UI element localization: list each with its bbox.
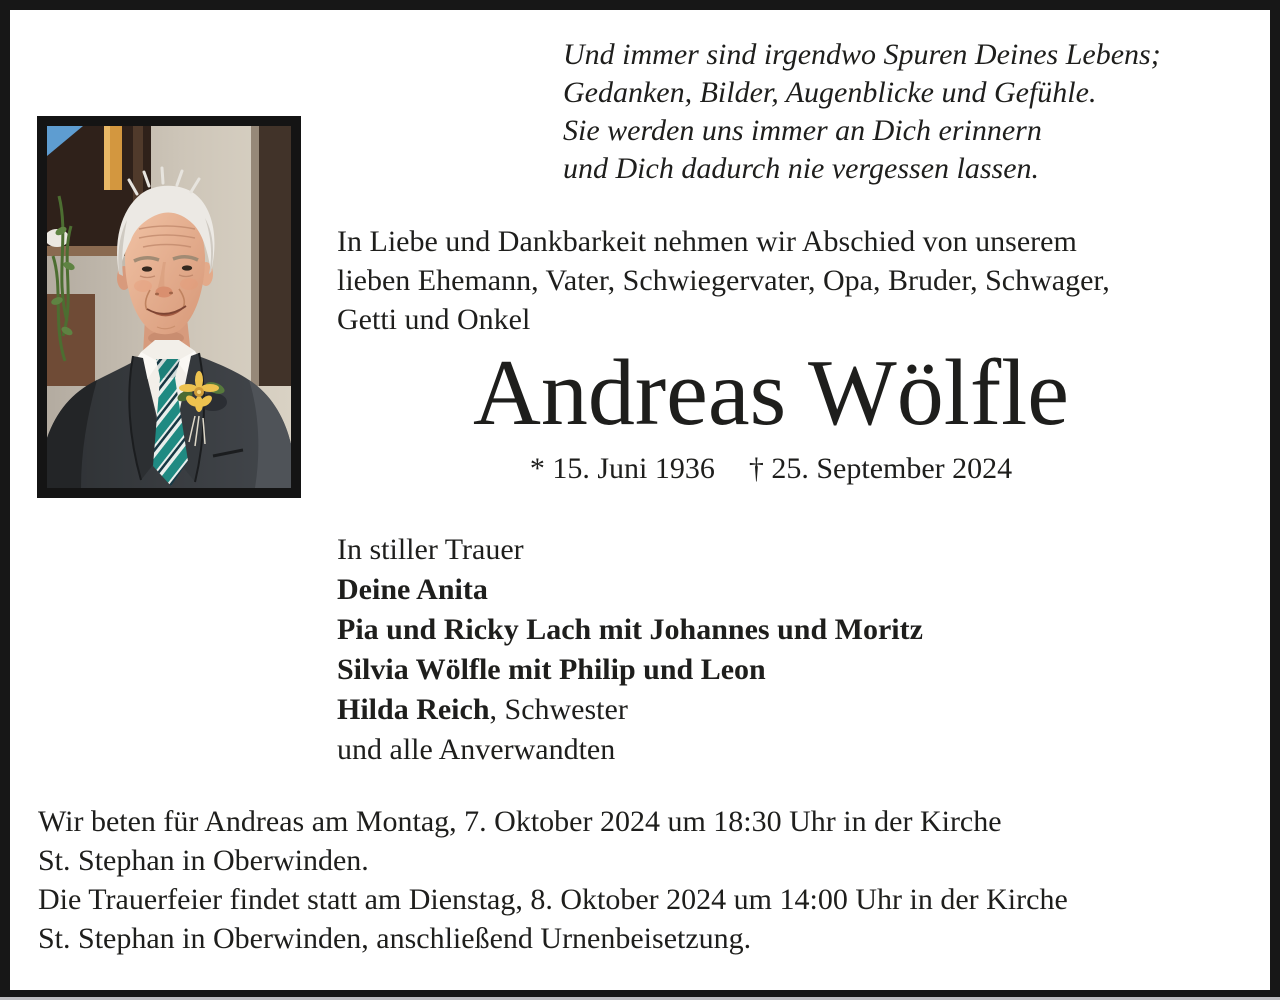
farewell-intro — [337, 222, 1110, 339]
mourners-heading: In stiller Trauer — [337, 533, 524, 566]
intro-line: lieben Ehemann, Vater, Schwiegervater, Opa, Bruder, Schwager, — [337, 264, 1110, 297]
verse-line: Sie werden uns immer an Dich erinnern — [563, 114, 1042, 147]
verse-line: Gedanken, Bilder, Augenblicke und Gefühle. — [563, 76, 1097, 109]
mourner-name: Silvia Wölfle mit Philip und Leon — [337, 653, 766, 686]
service-line: St. Stephan in Oberwinden. — [38, 844, 369, 877]
mourner-line — [337, 610, 923, 650]
verse-line: Und immer sind irgendwo Spuren Deines Lebens; — [563, 38, 1161, 71]
service-line: Wir beten für Andreas am Montag, 7. Oktober 2024 um 18:30 Uhr in der Kirche — [38, 805, 1002, 838]
birth-date: * 15. Juni 1936 — [529, 452, 715, 485]
mourner-name: Hilda Reich — [337, 693, 490, 726]
service-line: Die Trauerfeier findet statt am Dienstag, 8. Oktober 2024 um 14:00 Uhr in der Kirche — [38, 883, 1068, 916]
portrait-photo — [47, 126, 291, 488]
life-dates — [300, 452, 1242, 486]
death-date: † 25. September 2024 — [748, 452, 1013, 485]
portrait-photo-frame — [37, 116, 301, 498]
mourner-line — [337, 570, 923, 610]
service-info — [38, 802, 1068, 958]
mourner-name: Pia und Ricky Lach mit Johannes und Moritz — [337, 613, 923, 646]
mourner-relation: und alle Anverwandten — [337, 733, 616, 766]
mourner-line — [337, 690, 923, 730]
intro-line: Getti und Onkel — [337, 303, 531, 336]
mourner-name: Deine Anita — [337, 573, 488, 606]
deceased-name: Andreas Wölfle — [473, 341, 1069, 445]
mourners-section — [337, 530, 923, 770]
service-line: St. Stephan in Oberwinden, anschließend Urnenbeisetzung. — [38, 922, 752, 955]
verse-line: und Dich dadurch nie vergessen lassen. — [563, 152, 1040, 185]
mourner-line — [337, 650, 923, 690]
mourner-line — [337, 730, 923, 770]
mourner-relation: , Schwester — [489, 693, 628, 726]
intro-line: In Liebe und Dankbarkeit nehmen wir Abschied von unserem — [337, 225, 1077, 258]
memorial-verse — [563, 36, 1161, 188]
